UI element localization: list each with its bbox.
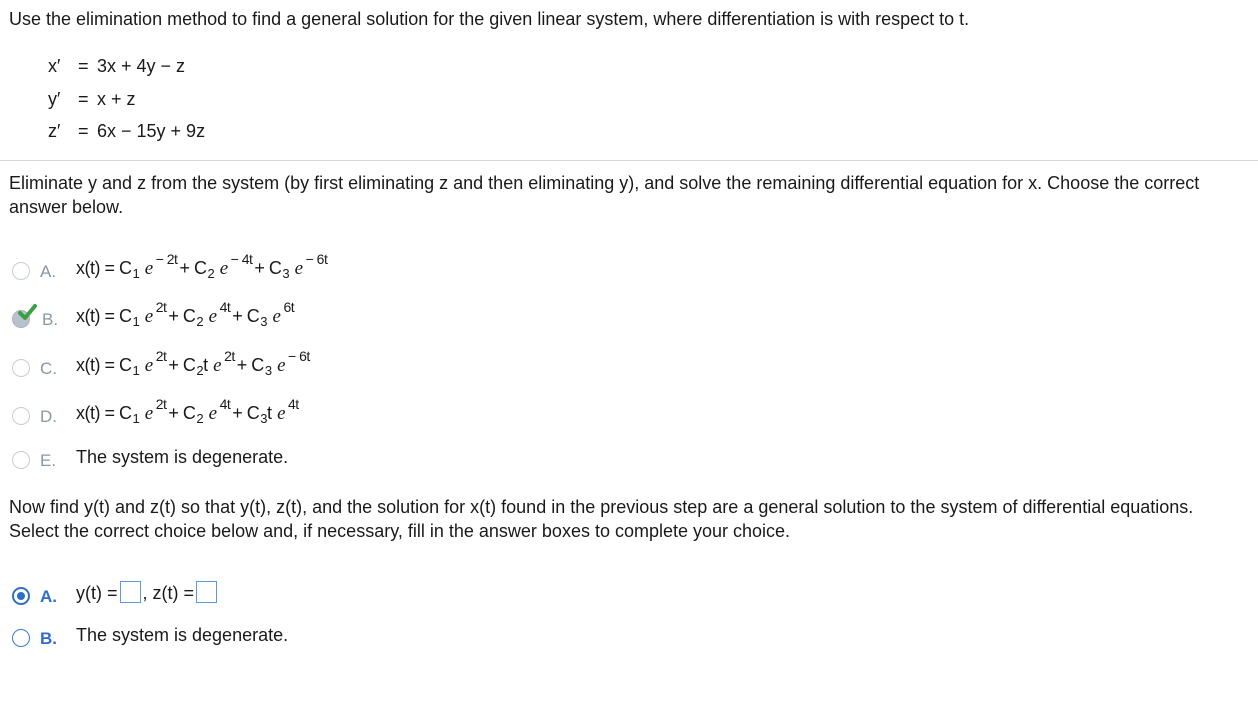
option-text: The system is degenerate. (76, 447, 289, 467)
radio-button[interactable] (12, 451, 30, 469)
option-letter: A. (40, 262, 57, 281)
option-expression: $x(t) = C_1$ e $^{2t} + C_2t$ e $^{2t} + C_3$ e $^{- 6t}$ (76, 348, 310, 378)
option-letter: B. (40, 629, 57, 648)
equation-lhs: z′ (48, 121, 61, 141)
radio-button[interactable] (12, 629, 30, 647)
option-expression: y(t) = , z(t) = (76, 583, 219, 605)
equation-rhs: x + z (97, 89, 136, 109)
option-letter: E. (40, 451, 57, 470)
option-letter: D. (40, 407, 57, 426)
section-divider (0, 160, 1258, 161)
option-expression: $x(t) = C_1$ e $^{2t} + C_2$ e $^{4t} + C_3$ e $^{6t}$ (76, 299, 295, 329)
equation-rhs: 6x − 15y + 9z (97, 121, 206, 141)
option-expression: $x(t) = C_1$ e $^{- 2t} + C_2$ e $^{- 4t} + C_3$ e $^{- 6t}$ (76, 251, 328, 281)
option-expression: $x(t) = C_1$ e $^{2t} + C_2$ e $^{4t} + C_3t$ e $^{4t}$ (76, 396, 299, 426)
equation-equals: = (78, 89, 89, 109)
part2-prompt: Now find y(t) and z(t) so that y(t), z(t), and the solution for x(t) found in the previous step are a general solution to the system of differential equations. Select the correct choice below and, if necessary, fill in the answer boxes to complete your choice. (9, 497, 1194, 541)
instruction-text: Use the elimination method to find a general solution for the given linear system, where differentiation is with respect to t. (9, 9, 970, 29)
z-answer-box[interactable] (196, 581, 217, 603)
option-text: The system is degenerate. (76, 625, 289, 645)
equation-equals: = (78, 121, 89, 141)
y-answer-box[interactable] (120, 581, 141, 603)
radio-button[interactable] (12, 407, 30, 425)
check-icon (17, 304, 37, 322)
equation-lhs: x′ (48, 56, 61, 76)
equation-lhs: y′ (48, 89, 61, 109)
radio-button-selected[interactable] (12, 587, 30, 605)
option-letter: A. (40, 587, 57, 606)
equation-rhs: 3x + 4y − z (97, 56, 186, 76)
radio-button[interactable] (12, 262, 30, 280)
option-letter: C. (40, 359, 57, 378)
part1-prompt: Eliminate y and z from the system (by first eliminating z and then eliminating y), and solve the remaining differential equation for x. Choose the correct answer below. (9, 173, 1200, 217)
equation-equals: = (78, 56, 89, 76)
radio-button[interactable] (12, 359, 30, 377)
option-letter: B. (42, 310, 59, 329)
